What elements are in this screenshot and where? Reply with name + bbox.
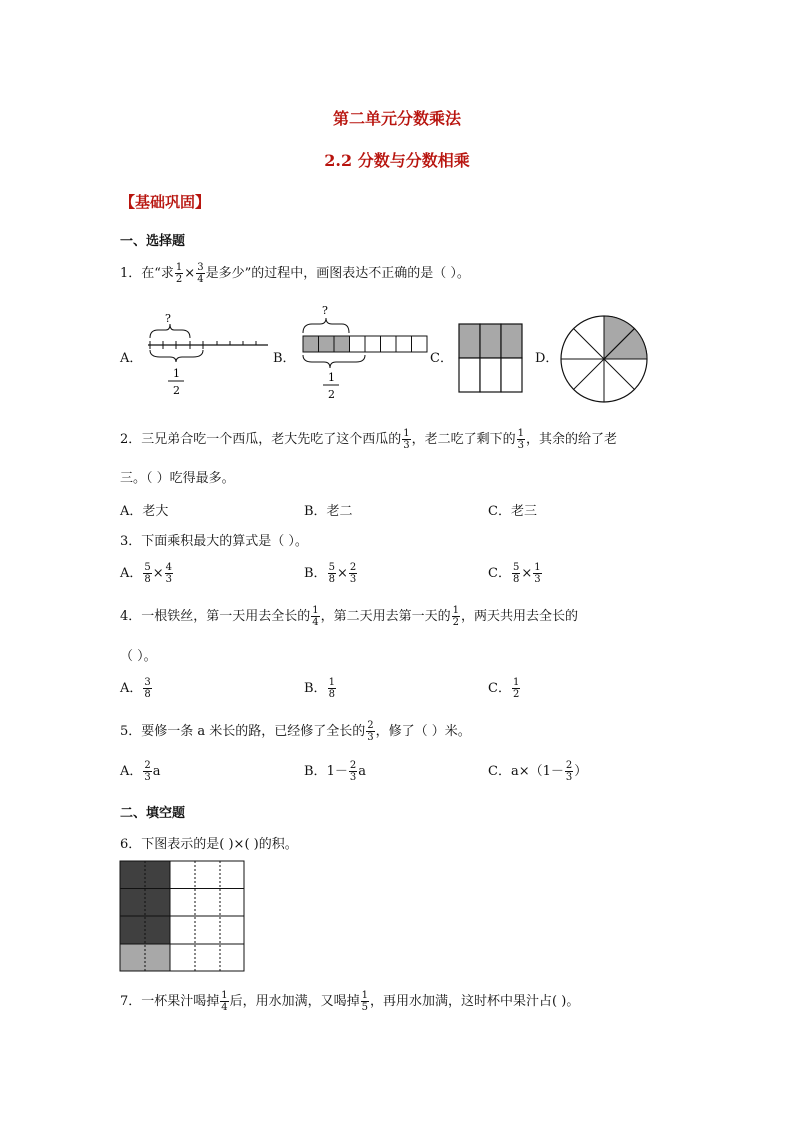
question-3: 3．下面乘积最大的算式是（ ）。: [120, 534, 308, 549]
question-2: [120, 428, 617, 451]
q1-figure-c: [457, 322, 525, 394]
q1-option-a-label: A．: [120, 351, 143, 366]
svg-text:1: 1: [173, 367, 180, 380]
question-4: [120, 605, 578, 628]
question-5: [120, 720, 471, 743]
q1-option-d-label: D．: [535, 351, 559, 366]
q4-text-post: ，两天共用去全长的: [461, 609, 579, 624]
q2-option-b[interactable]: B．老二: [304, 504, 353, 519]
q7-text-mid: 后，用水加满，又喝掉: [229, 994, 360, 1009]
svg-text:1: 1: [328, 371, 335, 384]
q4-text-mid: ，第二天用去第一天的: [320, 609, 451, 624]
q4-option-c[interactable]: C． $\frac{1}{2}$: [488, 677, 520, 700]
q4-text-pre: 4．一根铁丝，第一天用去全长的: [120, 609, 311, 624]
q1-option-b-label: B．: [273, 351, 296, 366]
q2-fraction-2: $\frac{1}{3}$: [517, 428, 525, 451]
q3-option-b[interactable]: B． $\frac{5}{8}$ × $\frac{2}{3}$: [304, 562, 357, 585]
svg-text:?: ?: [165, 312, 171, 325]
q2-option-a[interactable]: A．老大: [120, 504, 169, 519]
q4-option-a[interactable]: A． $\frac{3}{8}$: [120, 677, 151, 700]
q1-fraction-2: $\frac{3}{4}$: [197, 262, 204, 285]
q2-fraction-1: $\frac{1}{3}$: [403, 428, 410, 451]
q1-text-post: 是多少”的过程中，画图表达不正确的是（ ）。: [205, 266, 470, 281]
q1-figure-b: [296, 300, 431, 400]
q5-text-post: ，修了（ ）米。: [375, 724, 471, 739]
q5-option-a[interactable]: A． $\frac{2}{3}$ a: [120, 760, 161, 783]
q2-text-post: ，其余的给了老: [526, 432, 618, 447]
q3-option-a[interactable]: A． $\frac{5}{8}$ × $\frac{4}{3}$: [120, 562, 173, 585]
section-title-choice: 一、选择题: [120, 234, 186, 249]
question-7: [120, 990, 579, 1013]
q1-figure-d: [559, 314, 649, 404]
q4-fraction-1: $\frac{1}{4}$: [312, 605, 319, 628]
q1-option-c-label: C．: [430, 351, 453, 366]
q4-fraction-2: $\frac{1}{2}$: [452, 605, 460, 628]
section-title-fill: 二、填空题: [120, 806, 186, 821]
question-1: [120, 262, 470, 285]
svg-text:?: ?: [322, 304, 328, 317]
q5-option-c[interactable]: C．a×（1－ $\frac{2}{3}$ ）: [488, 760, 588, 783]
page-title: 第二单元分数乘法: [332, 109, 461, 128]
q6-grid-figure: [119, 860, 247, 974]
svg-text:2: 2: [173, 384, 180, 397]
q5-fraction-1: $\frac{2}{3}$: [367, 720, 374, 743]
q1-fraction-1: $\frac{1}{2}$: [175, 262, 183, 285]
svg-text:2: 2: [328, 388, 335, 400]
q1-times: ×: [184, 266, 196, 281]
q5-option-b[interactable]: B．1－ $\frac{2}{3}$ a: [304, 760, 366, 783]
q7-fraction-2: $\frac{1}{5}$: [361, 990, 369, 1013]
q1-text-pre: 1．在“求: [120, 266, 174, 281]
q7-text-pre: 7．一杯果汁喝掉: [120, 994, 220, 1009]
q7-fraction-1: $\frac{1}{4}$: [221, 990, 228, 1013]
page-subtitle: 2.2 分数与分数相乘: [324, 151, 470, 170]
q3-option-c[interactable]: C． $\frac{5}{8}$ × $\frac{1}{3}$: [488, 562, 541, 585]
section-tag: 【基础巩固】: [120, 193, 211, 211]
question-6: 6．下图表示的是( )×( )的积。: [120, 837, 298, 852]
q7-text-post: ，再用水加满，这时杯中果汁占( )。: [370, 994, 580, 1009]
q4-option-b[interactable]: B． $\frac{1}{8}$: [304, 677, 335, 700]
q2-option-c[interactable]: C．老三: [488, 504, 537, 519]
q2-text-mid: ，老二吃了剩下的: [411, 432, 516, 447]
q2-text-pre: 2．三兄弟合吃一个西瓜，老大先吃了这个西瓜的: [120, 432, 402, 447]
q5-text-pre: 5．要修一条 a 米长的路，已经修了全长的: [120, 724, 366, 739]
q1-figure-a: [140, 300, 270, 400]
q4-line-2: （ ）。: [120, 649, 157, 664]
q2-line-2: 三。（ ）吃得最多。: [120, 471, 235, 486]
